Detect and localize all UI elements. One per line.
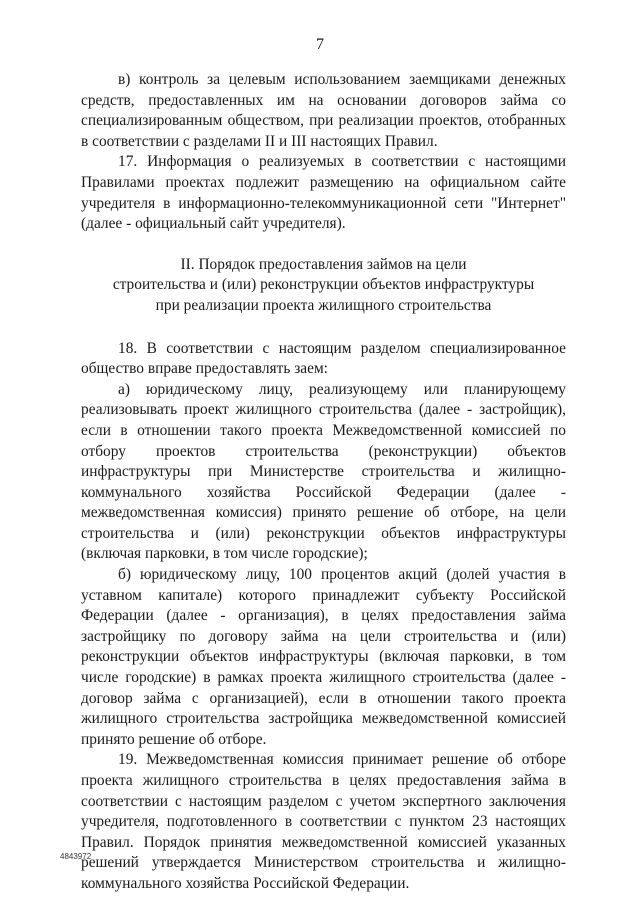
section-heading-line: строительства и (или) реконструкции объектов инфраструктуры — [112, 276, 535, 294]
paragraph-18: 18. В соответствии с настоящим разделом специализированное общество вправе предоставлять заем: — [81, 339, 566, 378]
section-heading-line: при реализации проекта жилищного строительства — [155, 296, 492, 314]
paragraph-item-a: а) юридическому лицу, реализующему или планирующему реализовывать проект жилищного строительства (далее - застройщик), если в отношении такого проекта Межведомственной комиссией по отбору проектов строительства (реконструкции) объектов инфраструктуры при Министерстве строительства и жилищно-коммунального хозяйства Российской Федерации (далее - межведомственная комиссия) принято решение об отборе, на цели строительства и (или) реконструкции объектов инфраструктуры (включая парковки, в том числе городские); — [81, 380, 566, 563]
section-heading-line: II. Порядок предоставления займов на цели — [180, 255, 467, 273]
page-number: 7 — [316, 36, 324, 53]
paragraph-19: 19. Межведомственная комиссия принимает решение об отборе проекта жилищного строительства в целях предоставления займа в соответствии с настоящим разделом с учетом экспертного заключения учредителя, подготовленного в соответствии с пунктом 23 настоящих Правил. Порядок принятия межведомственной комиссией указанных решений утверждается Министерством строительства и жилищно-коммунального хозяйства Российской Федерации. — [81, 751, 566, 892]
document-id: 4843972 — [60, 852, 92, 861]
paragraph-item-b: б) юридическому лицу, 100 процентов акций (долей участия в уставном капитале) которого принадлежит субъекту Российской Федерации (далее - организация), в целях предоставления займа застройщику по договору займа на цели строительства и (или) реконструкции объектов инфраструктуры (включая парковки, в том числе городские) в рамках проекта жилищного строительства (далее - договор займа с организацией), если в отношении такого проекта жилищного строительства застройщика межведомственной комиссией принято решение об отборе. — [81, 566, 566, 748]
document-body — [81, 70, 566, 895]
paragraph-17: 17. Информация о реализуемых в соответствии с настоящими Правилами проектах подлежит размещению на официальном сайте учредителя в информационно-телекоммуникационной сети "Интернет" (далее - официальный сайт учредителя). — [81, 153, 566, 233]
section-heading — [81, 255, 566, 317]
paragraph-item-v: в) контроль за целевым использованием заемщиками денежных средств, предоставленных им на основании договоров займа со специализированным обществом, при реализации проектов, отобранных в соответствии с разделами II и III настоящих Правил. — [81, 71, 566, 150]
